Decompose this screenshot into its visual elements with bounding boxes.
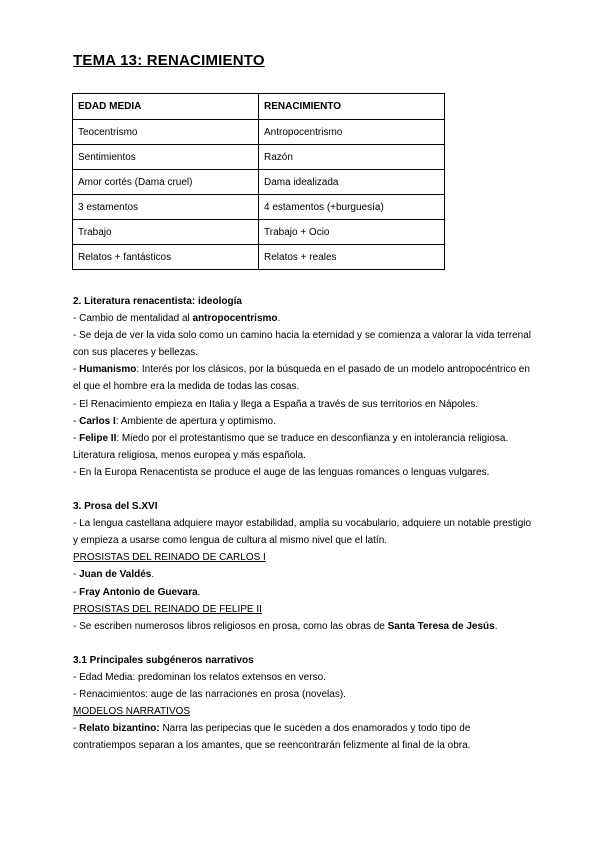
section-heading: 3.1 Principales subgéneros narrativos [73, 654, 254, 666]
table-header-cell: RENACIMIENTO [259, 94, 445, 120]
paragraph [73, 720, 535, 754]
text-run: - [73, 432, 80, 444]
spacer [73, 635, 535, 652]
table-cell: Trabajo [73, 220, 259, 245]
spacer [73, 481, 535, 498]
paragraph: - La lengua castellana adquiere mayor estabilidad, amplía su vocabulario, adquiere un notable prestigio y empieza a usarse como lengua de cultura al mismo nivel que el latín. [73, 518, 532, 547]
subheading: PROSISTAS DEL REINADO DE FELIPE II [73, 603, 262, 615]
table-row [73, 145, 445, 170]
table-cell: Relatos + reales [259, 245, 445, 270]
paragraph [73, 413, 535, 430]
text-run: - [73, 723, 80, 735]
table-cell: Sentimientos [73, 145, 259, 170]
text-run: - Se escriben numerosos libros religiosos en prosa, como las obras de [73, 620, 388, 632]
table-row [73, 220, 445, 245]
paragraph [73, 430, 535, 464]
bold-term: Fray Antonio de Guevara [79, 586, 198, 598]
paragraph [73, 618, 535, 635]
text-run: - [73, 586, 80, 598]
paragraph: - Se deja de ver la vida solo como un camino hacia la eternidad y se comienza a valorar la vida terrenal con sus placeres y bellezas. [73, 330, 532, 359]
paragraph: - En la Europa Renacentista se produce el auge de las lenguas romances o lenguas vulgares. [73, 466, 490, 478]
bold-term: Relato bizantino: [79, 723, 160, 735]
bold-term: Carlos I [79, 415, 116, 427]
paragraph: - El Renacimiento empieza en Italia y llega a España a través de sus territorios en Nápoles. [73, 398, 479, 410]
bold-term: Felipe II [79, 432, 117, 444]
page-title: TEMA 13: RENACIMIENTO [73, 52, 265, 69]
paragraph [73, 361, 535, 395]
text-run: - Cambio de mentalidad al [73, 313, 193, 325]
table-cell: Antropocentrismo [259, 120, 445, 145]
table-cell: Trabajo + Ocio [259, 220, 445, 245]
paragraph: - Edad Media: predominan los relatos extensos en verso. [73, 671, 326, 683]
text-run: . [151, 569, 155, 581]
section-heading: 2. Literatura renacentista: ideología [73, 296, 242, 307]
section-heading: 3. Prosa del S.XVI [73, 501, 158, 513]
text-run: : Ambiente de apertura y optimismo. [115, 415, 276, 427]
table-header-cell: EDAD MEDIA [73, 94, 259, 120]
text-run: . [277, 313, 281, 325]
paragraph [73, 584, 535, 601]
table-cell: Razón [259, 145, 445, 170]
comparison-table [72, 93, 445, 270]
text-run: . [494, 620, 498, 632]
table-cell: Dama idealizada [259, 170, 445, 195]
text-run: - [73, 364, 80, 376]
text-run: - [73, 569, 80, 581]
table-row [73, 120, 445, 145]
bold-term: antropocentrismo [192, 313, 278, 325]
paragraph [73, 310, 535, 327]
bold-term: Santa Teresa de Jesús [387, 620, 495, 632]
text-run: . [197, 586, 201, 598]
text-run: : Interés por los clásicos, por la búsqueda en el pasado de un modelo antropocéntrico en el que el hombre era la medida de todas las cosas. [73, 364, 530, 393]
table-cell: Relatos + fantásticos [73, 245, 259, 270]
table-cell: 3 estamentos [73, 195, 259, 220]
table-cell: Teocentrismo [73, 120, 259, 145]
subheading: MODELOS NARRATIVOS [73, 706, 191, 718]
table-cell: 4 estamentos (+burguesía) [259, 195, 445, 220]
paragraph: - Renacimientos: auge de las narraciones en prosa (novelas). [73, 688, 346, 700]
document-body [73, 293, 535, 754]
text-run: - [73, 415, 80, 427]
table-row [73, 245, 445, 270]
subheading: PROSISTAS DEL REINADO DE CARLOS I [73, 552, 266, 564]
paragraph [73, 566, 535, 583]
table-cell: Amor cortés (Dama cruel) [73, 170, 259, 195]
text-run: Narra las peripecias que le suceden a dos enamorados y todo tipo de contratiempos separan a los amantes, que se reencontrarán felizmente al final de la obra. [73, 723, 471, 752]
text-run: : Miedo por el protestantismo que se traduce en desconfianza y en intolerancia religiosa. Literatura religiosa, menos europea y más española. [73, 432, 509, 461]
table-row [73, 195, 445, 220]
table-header-row [73, 94, 445, 120]
bold-term: Juan de Valdés [79, 569, 152, 581]
bold-term: Humanismo [79, 364, 137, 376]
table-row [73, 170, 445, 195]
